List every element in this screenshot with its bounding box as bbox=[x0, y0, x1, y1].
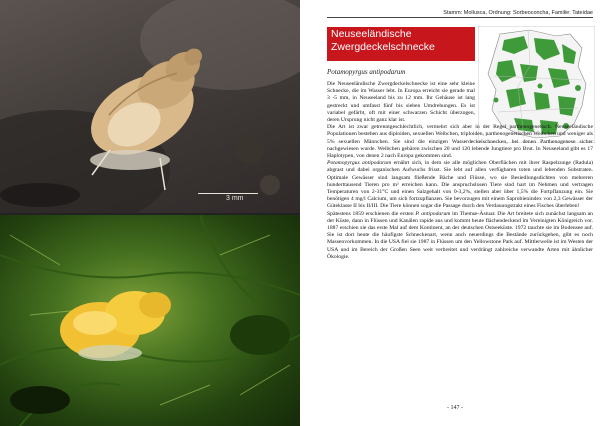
page-number: - 147 - bbox=[447, 405, 463, 411]
snail-photo-underwater bbox=[0, 215, 300, 426]
paragraph-description: Die Neuseeländische Zwergdeckelschnecke ist eine sehr kleine Schnecke, die im Wasser lebt. In Europa erreicht sie gerade mal 3 -5 mm, in Neuseeland bis zu 12 mm. Ihr Gehäuse ist lang gestreckt und umfasst fünf bis sieben Umdrehungen. Es ist variabel gefärbt, oft mit einer schwarzen Schicht überzogen, deren Ursprung nicht ganz klar ist. bbox=[327, 81, 475, 124]
snail-photo-shell bbox=[0, 0, 300, 213]
snail-shell-illustration bbox=[0, 0, 300, 213]
body-text bbox=[327, 81, 593, 261]
paragraph-distribution bbox=[327, 211, 593, 261]
scale-bar bbox=[198, 193, 258, 194]
latin-inline: Potamopyrgus antipodarum bbox=[327, 160, 392, 167]
latin-inline-short: P. antipodarum bbox=[415, 210, 451, 217]
scale-label: 3 mm bbox=[226, 195, 244, 202]
paragraph-distribution-text: im Themse-Ästuar. Die Art breitete sich zunächst langsam an der Küste, dann in Flüssen und Kanälen rapide aus und kommt heute flächendeckend im Vereinigten Königreich vor. 1887 erschien sie das erste Mal auf dem Kontinent, an der deutschen Ostseeküste. 1972 tauchte sie im Bodensee auf. Sie ist dort heute die häufigste Schneckenart, wenn auch neuerdings die Bestände zurückgehen, gibt es noch Massenvorkommen. In die USA fiel sie 1987 in Flüssen um den Yellowstone Park auf. Mittlerweile ist im Westen der USA und im Bereich der Großen Seen weit verbreitet und verdrängt zahlreiche verwandte Arten mit ähnlicher Ökologie. bbox=[327, 210, 593, 260]
snail-underwater-illustration bbox=[0, 215, 300, 426]
paragraph-reproduction: Die Art ist zwar getrenntgeschlechtlich, vermehrt sich aber in der Regel parthenogenetisch. Neuseeländische Populationen bestehen aus diploiden, sexuellen Weibchen, triploiden, parthenogenetischen Weibchen und weniger als 5% sexuellen Männchen. Sie sind die einzigen Wasserdeckelschnecken, bei denen Parthenogenese sicher nachgewiesen wurde. Weibchen gebären zwischen 20 und 120 lebende Jungtiere pro Brut. In Neuseeland gibt es 17 Haplotypen, von denen 2 nach Europa gekommen sind. bbox=[327, 124, 593, 160]
paragraph-distribution-pre: Spätestens 1859 erschienen die ersten bbox=[327, 210, 416, 217]
species-latin-name: Potamopyrgus antipodarum bbox=[327, 68, 406, 76]
header-divider bbox=[327, 17, 593, 18]
running-head: Stamm: Mollusca, Ordnung: Sorbeoconcha, Familie: Tateidae bbox=[443, 10, 593, 16]
paragraph-ecology bbox=[327, 160, 593, 210]
species-title: Neuseeländische Zwergdeckelschnecke bbox=[331, 28, 435, 53]
paragraph-ecology-text: ernährt sich, in dem sie alle möglichen Oberflächen mit ihrer Raspelzunge (Radula) abgrast und dabei organischen Aufwuchs frisst. Sie lebt auf allen verfügbaren toten und lebenden Substraten. Optimale Gewässer sind langsam fließende Bäche und Flüsse, wo sie Besiedlungsdichten von mehreren hunderttausend Tieren pro m² erreichen kann. Die anspruchslosen Tiere sind hart im Nehmen und vertragen Temperaturen von 2-31°C und einen Salzgehalt von 0-3,2%, stellen aber über 1,5% die Fortpflanzung ein. Sie benötigen 4 mg/l Calcium, um sich fortzupflanzen. Sie bevorzugen mit einem Saprobienindex von 2,3 Gewässer der Güteklasse II bis II/III. Die Tiere können sogar die Passage durch den Verdauungstrakt eines Fisches überleben! bbox=[327, 160, 594, 210]
